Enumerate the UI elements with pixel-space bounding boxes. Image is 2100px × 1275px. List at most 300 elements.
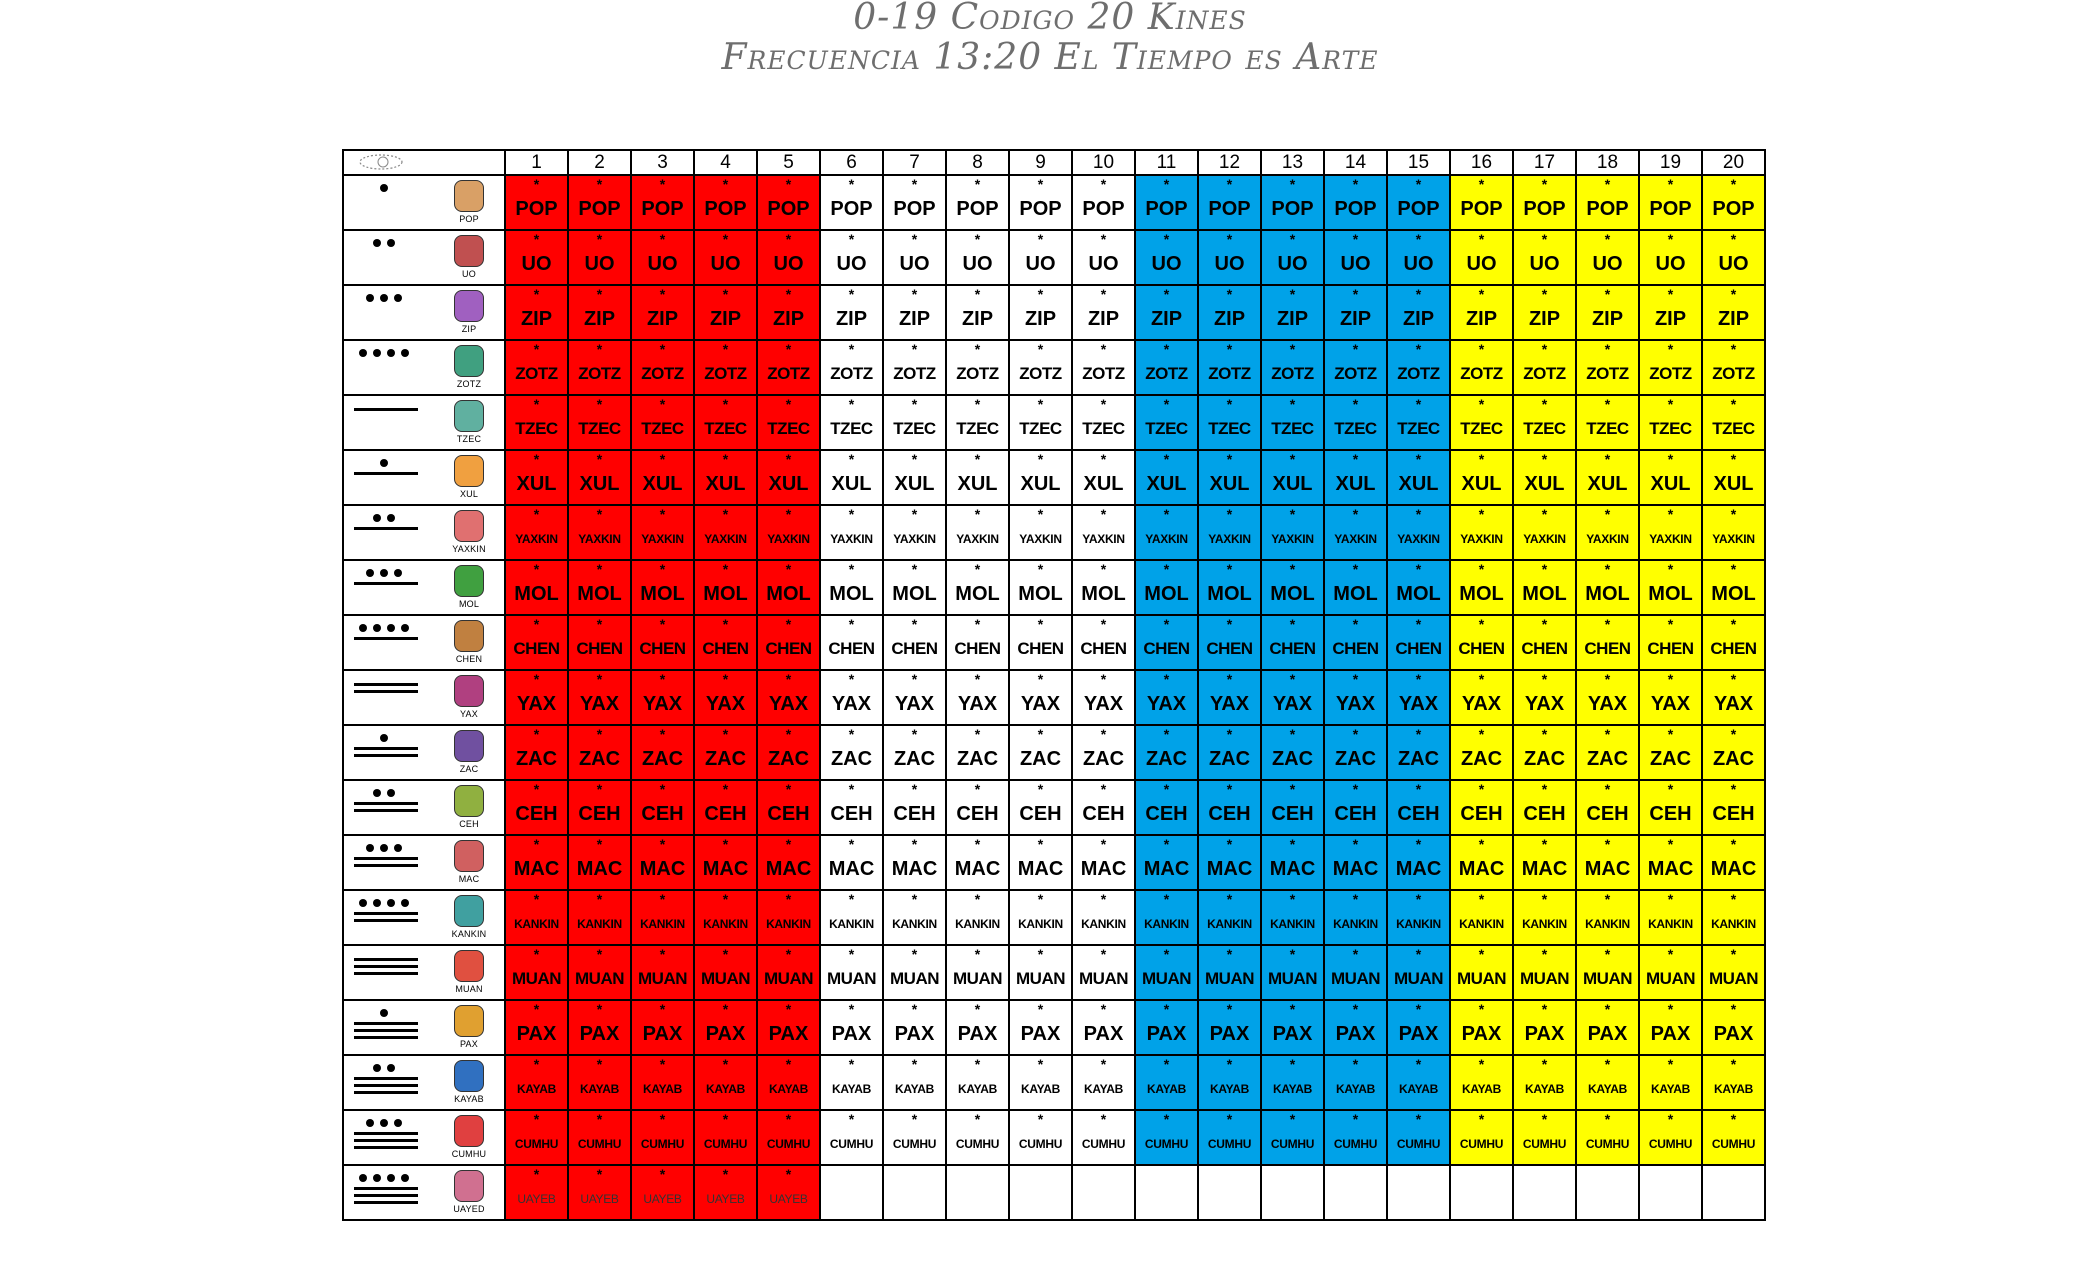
cell-label: KAYAB xyxy=(769,1082,808,1096)
cell-label: UO xyxy=(1529,253,1560,275)
cell-mol-16 xyxy=(1450,560,1513,615)
cell-label: KAYAB xyxy=(958,1082,997,1096)
cell-label: ZAC xyxy=(1712,748,1755,770)
cell-label: YAX xyxy=(1146,693,1187,715)
cell-zotz-3 xyxy=(631,340,694,395)
cell-mol-11 xyxy=(1135,560,1198,615)
marker: * xyxy=(1163,451,1170,467)
cell-label: PAX xyxy=(768,1023,809,1045)
marker: * xyxy=(1730,396,1737,412)
cell-pax-15 xyxy=(1387,1000,1450,1055)
cell-chen-19 xyxy=(1639,615,1702,670)
cell-kankin-4 xyxy=(694,890,757,945)
cell-kankin-14 xyxy=(1324,890,1387,945)
marker: * xyxy=(1604,836,1611,852)
cell-label: UAYEB xyxy=(580,1192,619,1206)
marker: * xyxy=(1730,176,1737,192)
cell-ceh-15 xyxy=(1387,780,1450,835)
cell-xul-5 xyxy=(757,450,820,505)
cell-label: MUAN xyxy=(1457,969,1506,988)
cell-label: POP xyxy=(956,198,999,220)
cell-label: YAX xyxy=(957,693,998,715)
row-yaxkin xyxy=(343,505,1765,560)
cell-label: PAX xyxy=(705,1023,746,1045)
cell-label: YAX xyxy=(642,693,683,715)
cell-label: PAX xyxy=(516,1023,557,1045)
marker: * xyxy=(1226,836,1233,852)
marker: * xyxy=(1289,231,1296,247)
marker: * xyxy=(1541,231,1548,247)
cell-label: YAX xyxy=(705,693,746,715)
cell-muan-6 xyxy=(820,945,883,1000)
cell-label: KAYAB xyxy=(1651,1082,1690,1096)
cell-label: YAXKIN xyxy=(1712,532,1755,546)
marker: * xyxy=(1415,616,1422,632)
cell-cumhu-13 xyxy=(1261,1110,1324,1165)
marker: * xyxy=(1352,1056,1359,1072)
cell-label: MOL xyxy=(892,583,937,605)
cell-label: KAYAB xyxy=(580,1082,619,1096)
marker: * xyxy=(1037,1056,1044,1072)
cell-label: CEH xyxy=(1649,803,1692,825)
row-xul xyxy=(343,450,1765,505)
cell-label: YAXKIN xyxy=(956,532,999,546)
marker: * xyxy=(1604,396,1611,412)
marker: * xyxy=(659,506,666,522)
marker: * xyxy=(659,726,666,742)
cell-label: CUMHU xyxy=(1333,1137,1378,1151)
cell-label: MOL xyxy=(1648,583,1693,605)
cell-zac-7 xyxy=(883,725,946,780)
cell-pax-3 xyxy=(631,1000,694,1055)
cell-label: ZOTZ xyxy=(956,364,999,383)
cell-mol-17 xyxy=(1513,560,1576,615)
cell-mac-18 xyxy=(1576,835,1639,890)
mayan-numeral-icon xyxy=(354,567,434,611)
cell-label: MUAN xyxy=(1331,969,1380,988)
marker: * xyxy=(974,506,981,522)
cell-uayeb-3 xyxy=(631,1165,694,1220)
cell-label: YAX xyxy=(1713,693,1754,715)
cell-pop-5 xyxy=(757,175,820,230)
marker: * xyxy=(1289,726,1296,742)
cell-label: ZAC xyxy=(893,748,936,770)
marker: * xyxy=(911,286,918,302)
cell-zac-17 xyxy=(1513,725,1576,780)
marker: * xyxy=(1100,451,1107,467)
marker: * xyxy=(785,946,792,962)
cell-mol-13 xyxy=(1261,560,1324,615)
cell-label: PAX xyxy=(1587,1023,1628,1045)
marker: * xyxy=(1037,891,1044,907)
marker: * xyxy=(659,616,666,632)
cell-pax-1 xyxy=(505,1000,568,1055)
cell-mol-12 xyxy=(1198,560,1261,615)
cell-label: PAX xyxy=(831,1023,872,1045)
cell-label: CHEN xyxy=(891,639,938,658)
cell-label: CUMHU xyxy=(1711,1137,1756,1151)
marker: * xyxy=(596,286,603,302)
cell-label: KAYAB xyxy=(1273,1082,1312,1096)
marker: * xyxy=(848,286,855,302)
marker: * xyxy=(1289,451,1296,467)
cell-xul-17 xyxy=(1513,450,1576,505)
row-header-uo xyxy=(343,230,505,285)
cell-label: KANKIN xyxy=(703,917,748,931)
cell-zip-3 xyxy=(631,285,694,340)
cell-label: CUMHU xyxy=(1459,1137,1504,1151)
cell-zac-5 xyxy=(757,725,820,780)
cell-label: YAXKIN xyxy=(1397,532,1440,546)
row-pop xyxy=(343,175,1765,230)
marker: * xyxy=(1667,726,1674,742)
cell-label: MAC xyxy=(702,858,749,880)
cell-muan-1 xyxy=(505,945,568,1000)
cell-label: TZEC xyxy=(1460,419,1503,438)
marker: * xyxy=(1100,176,1107,192)
cell-label: KANKIN xyxy=(1333,917,1378,931)
marker: * xyxy=(1478,726,1485,742)
marker: * xyxy=(533,781,540,797)
cell-label: CEH xyxy=(1397,803,1440,825)
cell-chen-10 xyxy=(1072,615,1135,670)
cell-label: MOL xyxy=(1207,583,1252,605)
cell-kankin-5 xyxy=(757,890,820,945)
mayan-numeral-icon xyxy=(354,1172,434,1216)
cell-label: ZOTZ xyxy=(1523,364,1566,383)
glyph-label: MAC xyxy=(458,874,480,884)
marker: * xyxy=(1541,341,1548,357)
cell-label: MUAN xyxy=(827,969,876,988)
cell-tzec-12 xyxy=(1198,395,1261,450)
cell-label: MAC xyxy=(1584,858,1631,880)
cell-zip-1 xyxy=(505,285,568,340)
cell-tzec-19 xyxy=(1639,395,1702,450)
marker: * xyxy=(722,836,729,852)
cell-label: MOL xyxy=(1144,583,1189,605)
marker: * xyxy=(1415,726,1422,742)
cell-label: CHEN xyxy=(513,639,560,658)
marker: * xyxy=(1478,836,1485,852)
marker: * xyxy=(1478,1056,1485,1072)
marker: * xyxy=(1478,1001,1485,1017)
marker: * xyxy=(1352,781,1359,797)
cell-label: TZEC xyxy=(1649,419,1692,438)
marker: * xyxy=(1100,616,1107,632)
cell-label: YAXKIN xyxy=(830,532,873,546)
marker: * xyxy=(1037,836,1044,852)
marker: * xyxy=(1163,396,1170,412)
marker: * xyxy=(1037,1001,1044,1017)
cell-label: YAX xyxy=(768,693,809,715)
cell-label: CUMHU xyxy=(955,1137,1000,1151)
cell-label: ZAC xyxy=(1019,748,1062,770)
cell-mol-19 xyxy=(1639,560,1702,615)
cell-label: MAC xyxy=(576,858,623,880)
marker: * xyxy=(1289,836,1296,852)
cell-label: UO xyxy=(521,253,552,275)
cell-label: CEH xyxy=(767,803,810,825)
marker: * xyxy=(1100,561,1107,577)
cell-label: PAX xyxy=(1083,1023,1124,1045)
marker: * xyxy=(1415,1056,1422,1072)
cell-kayab-9 xyxy=(1009,1055,1072,1110)
row-header-zip xyxy=(343,285,505,340)
marker: * xyxy=(596,781,603,797)
cell-label: XUL xyxy=(1272,473,1313,495)
cell-zip-11 xyxy=(1135,285,1198,340)
cell-label: UO xyxy=(1592,253,1623,275)
marker: * xyxy=(1667,176,1674,192)
cell-label: TZEC xyxy=(1208,419,1251,438)
empty-cell xyxy=(820,1165,883,1220)
cell-label: CEH xyxy=(704,803,747,825)
cell-zotz-10 xyxy=(1072,340,1135,395)
cell-label: XUL xyxy=(1146,473,1187,495)
marker: * xyxy=(911,946,918,962)
column-header-8: 8 xyxy=(946,150,1009,175)
cell-label: PAX xyxy=(579,1023,620,1045)
cell-pax-6 xyxy=(820,1000,883,1055)
mayan-numeral-icon xyxy=(354,842,434,886)
marker: * xyxy=(596,836,603,852)
row-zotz xyxy=(343,340,1765,395)
cell-kayab-6 xyxy=(820,1055,883,1110)
marker: * xyxy=(659,451,666,467)
cell-zotz-7 xyxy=(883,340,946,395)
cell-label: CUMHU xyxy=(577,1137,622,1151)
cell-yax-19 xyxy=(1639,670,1702,725)
marker: * xyxy=(1226,726,1233,742)
cell-label: XUL xyxy=(1524,473,1565,495)
cell-label: KAYAB xyxy=(1399,1082,1438,1096)
marker: * xyxy=(1604,1056,1611,1072)
cell-label: ZIP xyxy=(709,308,742,330)
marker: * xyxy=(1667,1056,1674,1072)
marker: * xyxy=(596,1001,603,1017)
zotz-glyph-icon xyxy=(454,345,484,377)
cell-label: MOL xyxy=(1333,583,1378,605)
cell-label: MAC xyxy=(1458,858,1505,880)
cell-label: PAX xyxy=(1461,1023,1502,1045)
cell-label: CHEN xyxy=(1080,639,1127,658)
cell-yaxkin-19 xyxy=(1639,505,1702,560)
cell-label: YAXKIN xyxy=(1334,532,1377,546)
marker: * xyxy=(848,451,855,467)
cell-pop-20 xyxy=(1702,175,1765,230)
cell-label: CEH xyxy=(1334,803,1377,825)
cell-zip-12 xyxy=(1198,285,1261,340)
marker: * xyxy=(848,176,855,192)
cell-tzec-4 xyxy=(694,395,757,450)
cell-label: ZOTZ xyxy=(1208,364,1251,383)
marker: * xyxy=(974,231,981,247)
cell-label: YAXKIN xyxy=(704,532,747,546)
cell-chen-1 xyxy=(505,615,568,670)
cell-xul-4 xyxy=(694,450,757,505)
marker: * xyxy=(1478,286,1485,302)
cell-zac-1 xyxy=(505,725,568,780)
cell-ceh-6 xyxy=(820,780,883,835)
cell-label: KANKIN xyxy=(955,917,1000,931)
marker: * xyxy=(722,396,729,412)
marker: * xyxy=(785,286,792,302)
cell-label: MAC xyxy=(1206,858,1253,880)
cell-label: MAC xyxy=(828,858,875,880)
cell-cumhu-19 xyxy=(1639,1110,1702,1165)
cell-kankin-12 xyxy=(1198,890,1261,945)
cell-label: KAYAB xyxy=(1336,1082,1375,1096)
cell-yax-7 xyxy=(883,670,946,725)
cell-label: XUL xyxy=(894,473,935,495)
cell-label: ZAC xyxy=(704,748,747,770)
cell-mac-2 xyxy=(568,835,631,890)
marker: * xyxy=(533,671,540,687)
marker: * xyxy=(533,286,540,302)
cell-label: CHEN xyxy=(1206,639,1253,658)
cell-xul-18 xyxy=(1576,450,1639,505)
cell-label: KANKIN xyxy=(1648,917,1693,931)
cell-kankin-8 xyxy=(946,890,1009,945)
row-header-zotz xyxy=(343,340,505,395)
cell-label: MAC xyxy=(1521,858,1568,880)
cell-label: ZIP xyxy=(1150,308,1183,330)
cell-uo-17 xyxy=(1513,230,1576,285)
cell-label: KAYAB xyxy=(895,1082,934,1096)
marker: * xyxy=(1478,891,1485,907)
cell-label: TZEC xyxy=(767,419,810,438)
marker: * xyxy=(1415,1001,1422,1017)
marker: * xyxy=(974,1001,981,1017)
cell-zotz-20 xyxy=(1702,340,1765,395)
cell-chen-14 xyxy=(1324,615,1387,670)
marker: * xyxy=(722,1001,729,1017)
cell-label: KAYAB xyxy=(706,1082,745,1096)
marker: * xyxy=(533,1166,540,1182)
cell-label: YAXKIN xyxy=(1145,532,1188,546)
cell-label: ZOTZ xyxy=(767,364,810,383)
cell-yax-5 xyxy=(757,670,820,725)
cell-ceh-16 xyxy=(1450,780,1513,835)
cell-yaxkin-13 xyxy=(1261,505,1324,560)
cell-label: TZEC xyxy=(704,419,747,438)
cell-yax-9 xyxy=(1009,670,1072,725)
cell-label: KANKIN xyxy=(829,917,874,931)
cell-zip-14 xyxy=(1324,285,1387,340)
marker: * xyxy=(1289,176,1296,192)
cell-cumhu-10 xyxy=(1072,1110,1135,1165)
cell-mac-12 xyxy=(1198,835,1261,890)
glyph-label: KANKIN xyxy=(451,929,487,939)
cell-mac-10 xyxy=(1072,835,1135,890)
marker: * xyxy=(1667,616,1674,632)
cell-label: MUAN xyxy=(890,969,939,988)
marker: * xyxy=(974,1111,981,1127)
marker: * xyxy=(785,1001,792,1017)
row-zip xyxy=(343,285,1765,340)
cell-label: CHEN xyxy=(1017,639,1064,658)
marker: * xyxy=(1226,616,1233,632)
cumhu-glyph-icon xyxy=(454,1115,484,1147)
row-muan xyxy=(343,945,1765,1000)
cell-zip-15 xyxy=(1387,285,1450,340)
cell-label: ZIP xyxy=(1276,308,1309,330)
cell-yaxkin-4 xyxy=(694,505,757,560)
cell-label: ZAC xyxy=(515,748,558,770)
marker: * xyxy=(1037,396,1044,412)
cell-xul-9 xyxy=(1009,450,1072,505)
cell-muan-12 xyxy=(1198,945,1261,1000)
glyph-label: XUL xyxy=(459,489,479,499)
marker: * xyxy=(974,286,981,302)
marker: * xyxy=(1163,836,1170,852)
cell-mac-1 xyxy=(505,835,568,890)
cell-label: KANKIN xyxy=(1711,917,1756,931)
cell-cumhu-6 xyxy=(820,1110,883,1165)
marker: * xyxy=(1163,561,1170,577)
cell-kayab-5 xyxy=(757,1055,820,1110)
marker: * xyxy=(911,561,918,577)
cell-zac-16 xyxy=(1450,725,1513,780)
cell-label: ZAC xyxy=(1208,748,1251,770)
cell-label: YAX xyxy=(1524,693,1565,715)
cell-muan-14 xyxy=(1324,945,1387,1000)
cell-zac-4 xyxy=(694,725,757,780)
marker: * xyxy=(1604,341,1611,357)
marker: * xyxy=(911,506,918,522)
cell-label: TZEC xyxy=(515,419,558,438)
row-mac xyxy=(343,835,1765,890)
cell-yaxkin-9 xyxy=(1009,505,1072,560)
cell-label: ZIP xyxy=(1213,308,1246,330)
cell-label: ZAC xyxy=(1460,748,1503,770)
cell-chen-17 xyxy=(1513,615,1576,670)
cell-label: ZOTZ xyxy=(578,364,621,383)
marker: * xyxy=(533,1111,540,1127)
cell-xul-19 xyxy=(1639,450,1702,505)
cell-label: CHEN xyxy=(1269,639,1316,658)
cell-kankin-10 xyxy=(1072,890,1135,945)
cell-label: MUAN xyxy=(1016,969,1065,988)
cell-pax-12 xyxy=(1198,1000,1261,1055)
cell-label: KAYAB xyxy=(1588,1082,1627,1096)
cell-label: ZOTZ xyxy=(1460,364,1503,383)
cell-label: PAX xyxy=(1650,1023,1691,1045)
cell-label: CEH xyxy=(1271,803,1314,825)
cell-ceh-13 xyxy=(1261,780,1324,835)
cell-label: CUMHU xyxy=(703,1137,748,1151)
cell-tzec-16 xyxy=(1450,395,1513,450)
marker: * xyxy=(1667,946,1674,962)
cell-zip-20 xyxy=(1702,285,1765,340)
cell-pop-4 xyxy=(694,175,757,230)
mayan-numeral-icon xyxy=(354,732,434,776)
marker: * xyxy=(1100,1056,1107,1072)
column-header-9: 9 xyxy=(1009,150,1072,175)
mayan-numeral-icon xyxy=(354,952,434,996)
marker: * xyxy=(659,561,666,577)
cell-label: XUL xyxy=(1398,473,1439,495)
marker: * xyxy=(1163,781,1170,797)
cell-label: UAYEB xyxy=(517,1192,556,1206)
cell-label: MUAN xyxy=(1142,969,1191,988)
marker: * xyxy=(1037,781,1044,797)
cell-label: POP xyxy=(578,198,621,220)
marker: * xyxy=(1541,1001,1548,1017)
cell-yaxkin-1 xyxy=(505,505,568,560)
marker: * xyxy=(1163,1001,1170,1017)
cell-yaxkin-5 xyxy=(757,505,820,560)
